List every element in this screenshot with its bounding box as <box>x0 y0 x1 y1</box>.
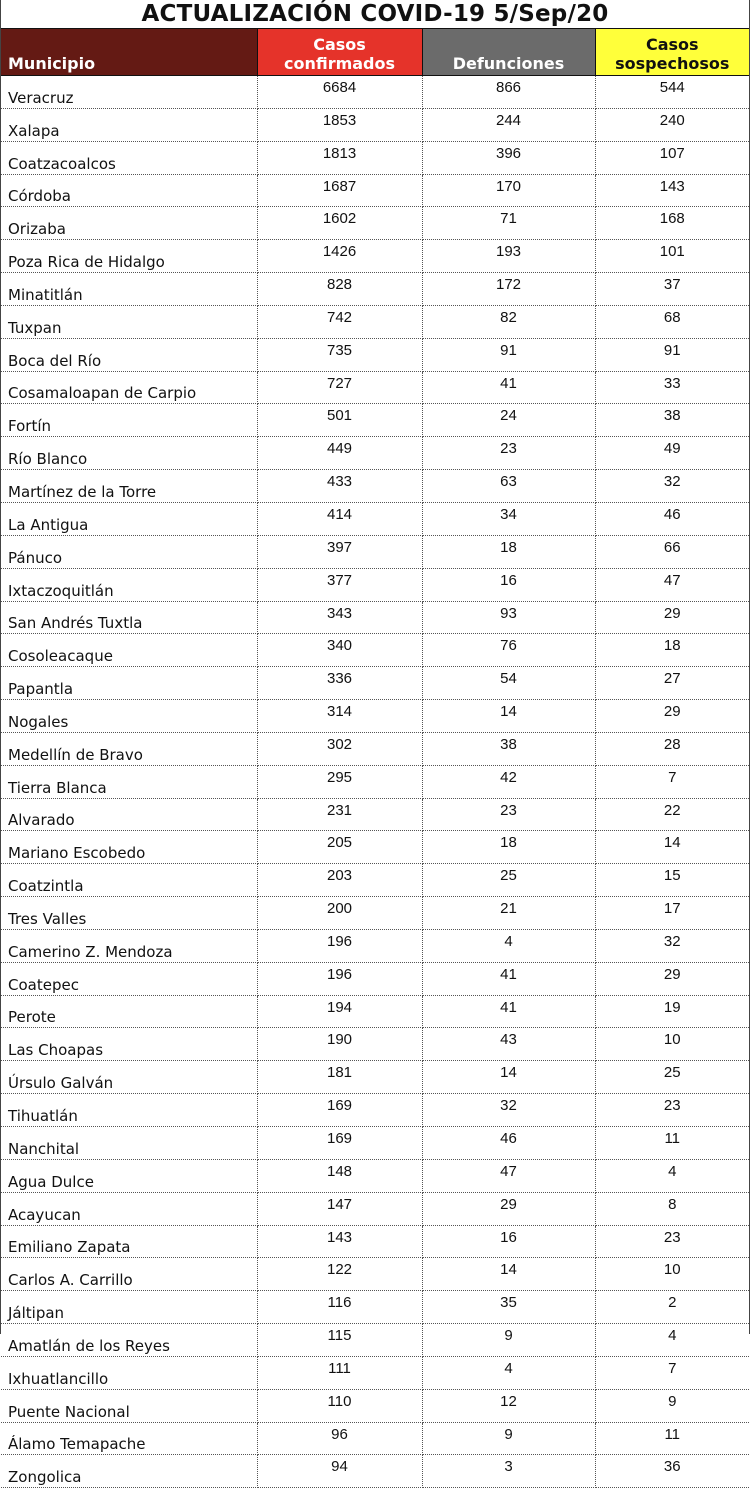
confirmados-cell: 433 <box>257 470 422 503</box>
defunciones-cell: 32 <box>422 1094 595 1127</box>
municipio-cell: Alvarado <box>1 798 257 831</box>
table-row <box>1 1291 749 1324</box>
table-row <box>1 1127 749 1160</box>
confirmados-cell: 377 <box>257 568 422 601</box>
table-row <box>1 929 749 962</box>
municipio-cell: Perote <box>1 995 257 1028</box>
defunciones-cell: 18 <box>422 535 595 568</box>
municipio-cell: Tuxpan <box>1 305 257 338</box>
sospechosos-cell: 240 <box>595 108 749 141</box>
municipios-table <box>1 28 749 1488</box>
confirmados-cell: 742 <box>257 305 422 338</box>
confirmados-cell: 1853 <box>257 108 422 141</box>
municipio-cell: Medellín de Bravo <box>1 732 257 765</box>
confirmados-cell: 727 <box>257 371 422 404</box>
sospechosos-cell: 38 <box>595 404 749 437</box>
municipio-cell: Ixhuatlancillo <box>1 1356 257 1389</box>
defunciones-cell: 16 <box>422 568 595 601</box>
municipio-cell: Nanchital <box>1 1127 257 1160</box>
defunciones-cell: 34 <box>422 502 595 535</box>
table-row <box>1 568 749 601</box>
confirmados-cell: 1813 <box>257 141 422 174</box>
table-row <box>1 1389 749 1422</box>
defunciones-cell: 46 <box>422 1127 595 1160</box>
table-body <box>1 76 749 1488</box>
defunciones-cell: 172 <box>422 273 595 306</box>
municipio-cell: Papantla <box>1 667 257 700</box>
table-row <box>1 897 749 930</box>
municipio-cell: Puente Nacional <box>1 1389 257 1422</box>
header-casos-confirmados: Casos confirmados <box>257 29 422 76</box>
table-row <box>1 1061 749 1094</box>
municipio-cell: Tihuatlán <box>1 1094 257 1127</box>
municipio-cell: San Andrés Tuxtla <box>1 601 257 634</box>
sospechosos-cell: 49 <box>595 437 749 470</box>
header-municipio: Municipio <box>1 29 257 76</box>
sospechosos-cell: 10 <box>595 1258 749 1291</box>
table-header <box>1 29 749 76</box>
confirmados-cell: 190 <box>257 1028 422 1061</box>
sospechosos-cell: 36 <box>595 1455 749 1488</box>
header-row <box>1 29 749 76</box>
sospechosos-cell: 544 <box>595 76 749 109</box>
sospechosos-cell: 19 <box>595 995 749 1028</box>
sospechosos-cell: 7 <box>595 1356 749 1389</box>
table-row <box>1 798 749 831</box>
table-row <box>1 1192 749 1225</box>
municipio-cell: Camerino Z. Mendoza <box>1 929 257 962</box>
table-row <box>1 1258 749 1291</box>
confirmados-cell: 414 <box>257 502 422 535</box>
table-row <box>1 1028 749 1061</box>
defunciones-cell: 14 <box>422 700 595 733</box>
confirmados-cell: 449 <box>257 437 422 470</box>
sospechosos-cell: 91 <box>595 338 749 371</box>
municipio-cell: Tierra Blanca <box>1 765 257 798</box>
confirmados-cell: 169 <box>257 1127 422 1160</box>
municipio-cell: Mariano Escobedo <box>1 831 257 864</box>
municipio-cell: Córdoba <box>1 174 257 207</box>
defunciones-cell: 4 <box>422 1356 595 1389</box>
confirmados-cell: 1602 <box>257 207 422 240</box>
defunciones-cell: 47 <box>422 1159 595 1192</box>
confirmados-cell: 336 <box>257 667 422 700</box>
confirmados-cell: 1426 <box>257 240 422 273</box>
sospechosos-cell: 2 <box>595 1291 749 1324</box>
confirmados-cell: 94 <box>257 1455 422 1488</box>
table-row <box>1 864 749 897</box>
municipio-cell: Fortín <box>1 404 257 437</box>
municipio-cell: Nogales <box>1 700 257 733</box>
table-row <box>1 700 749 733</box>
header-defunciones: Defunciones <box>422 29 595 76</box>
municipio-cell: Coatzintla <box>1 864 257 897</box>
confirmados-cell: 340 <box>257 634 422 667</box>
defunciones-cell: 244 <box>422 108 595 141</box>
sospechosos-cell: 29 <box>595 962 749 995</box>
sospechosos-cell: 14 <box>595 831 749 864</box>
sospechosos-cell: 23 <box>595 1094 749 1127</box>
sospechosos-cell: 11 <box>595 1127 749 1160</box>
confirmados-cell: 200 <box>257 897 422 930</box>
sospechosos-cell: 11 <box>595 1422 749 1455</box>
confirmados-cell: 203 <box>257 864 422 897</box>
defunciones-cell: 42 <box>422 765 595 798</box>
sospechosos-cell: 66 <box>595 535 749 568</box>
defunciones-cell: 9 <box>422 1324 595 1357</box>
table-row <box>1 535 749 568</box>
municipio-cell: Martínez de la Torre <box>1 470 257 503</box>
confirmados-cell: 111 <box>257 1356 422 1389</box>
sospechosos-cell: 7 <box>595 765 749 798</box>
table-row <box>1 1455 749 1488</box>
defunciones-cell: 35 <box>422 1291 595 1324</box>
confirmados-cell: 735 <box>257 338 422 371</box>
sospechosos-cell: 33 <box>595 371 749 404</box>
sospechosos-cell: 18 <box>595 634 749 667</box>
table-row <box>1 174 749 207</box>
confirmados-cell: 110 <box>257 1389 422 1422</box>
table-row <box>1 470 749 503</box>
sospechosos-cell: 15 <box>595 864 749 897</box>
defunciones-cell: 9 <box>422 1422 595 1455</box>
municipio-cell: Orizaba <box>1 207 257 240</box>
defunciones-cell: 21 <box>422 897 595 930</box>
defunciones-cell: 41 <box>422 962 595 995</box>
confirmados-cell: 501 <box>257 404 422 437</box>
sospechosos-cell: 143 <box>595 174 749 207</box>
defunciones-cell: 12 <box>422 1389 595 1422</box>
defunciones-cell: 63 <box>422 470 595 503</box>
sospechosos-cell: 32 <box>595 929 749 962</box>
table-row <box>1 1422 749 1455</box>
sospechosos-cell: 107 <box>595 141 749 174</box>
confirmados-cell: 196 <box>257 929 422 962</box>
sospechosos-cell: 37 <box>595 273 749 306</box>
table-row <box>1 1324 749 1357</box>
municipio-cell: La Antigua <box>1 502 257 535</box>
table-row <box>1 1094 749 1127</box>
defunciones-cell: 54 <box>422 667 595 700</box>
table-row <box>1 371 749 404</box>
sospechosos-cell: 168 <box>595 207 749 240</box>
defunciones-cell: 43 <box>422 1028 595 1061</box>
municipio-cell: Las Choapas <box>1 1028 257 1061</box>
municipio-cell: Ixtaczoquitlán <box>1 568 257 601</box>
table-row <box>1 108 749 141</box>
defunciones-cell: 93 <box>422 601 595 634</box>
sospechosos-cell: 101 <box>595 240 749 273</box>
confirmados-cell: 314 <box>257 700 422 733</box>
defunciones-cell: 193 <box>422 240 595 273</box>
report-title: ACTUALIZACIÓN COVID-19 5/Sep/20 <box>141 1 609 27</box>
municipio-cell: Veracruz <box>1 76 257 109</box>
sospechosos-cell: 46 <box>595 502 749 535</box>
sospechosos-cell: 47 <box>595 568 749 601</box>
table-row <box>1 667 749 700</box>
confirmados-cell: 231 <box>257 798 422 831</box>
defunciones-cell: 82 <box>422 305 595 338</box>
defunciones-cell: 14 <box>422 1061 595 1094</box>
municipio-cell: Coatepec <box>1 962 257 995</box>
municipio-cell: Minatitlán <box>1 273 257 306</box>
table-row <box>1 765 749 798</box>
table-row <box>1 634 749 667</box>
defunciones-cell: 25 <box>422 864 595 897</box>
defunciones-cell: 16 <box>422 1225 595 1258</box>
municipio-cell: Tres Valles <box>1 897 257 930</box>
municipio-cell: Álamo Temapache <box>1 1422 257 1455</box>
table-row <box>1 502 749 535</box>
confirmados-cell: 295 <box>257 765 422 798</box>
defunciones-cell: 71 <box>422 207 595 240</box>
municipio-cell: Río Blanco <box>1 437 257 470</box>
sospechosos-cell: 8 <box>595 1192 749 1225</box>
table-row <box>1 207 749 240</box>
defunciones-cell: 3 <box>422 1455 595 1488</box>
table-row <box>1 404 749 437</box>
defunciones-cell: 41 <box>422 995 595 1028</box>
municipio-cell: Acayucan <box>1 1192 257 1225</box>
defunciones-cell: 866 <box>422 76 595 109</box>
confirmados-cell: 181 <box>257 1061 422 1094</box>
header-casos-sospechosos: Casos sospechosos <box>595 29 749 76</box>
table-row <box>1 437 749 470</box>
confirmados-cell: 96 <box>257 1422 422 1455</box>
table-row <box>1 831 749 864</box>
table-row <box>1 962 749 995</box>
sospechosos-cell: 29 <box>595 700 749 733</box>
confirmados-cell: 148 <box>257 1159 422 1192</box>
defunciones-cell: 14 <box>422 1258 595 1291</box>
table-row <box>1 1159 749 1192</box>
confirmados-cell: 6684 <box>257 76 422 109</box>
confirmados-cell: 196 <box>257 962 422 995</box>
table-row <box>1 273 749 306</box>
table-row <box>1 1225 749 1258</box>
sospechosos-cell: 68 <box>595 305 749 338</box>
confirmados-cell: 194 <box>257 995 422 1028</box>
municipio-cell: Boca del Río <box>1 338 257 371</box>
table-row <box>1 732 749 765</box>
sospechosos-cell: 32 <box>595 470 749 503</box>
confirmados-cell: 115 <box>257 1324 422 1357</box>
sospechosos-cell: 4 <box>595 1159 749 1192</box>
municipio-cell: Coatzacoalcos <box>1 141 257 174</box>
sospechosos-cell: 25 <box>595 1061 749 1094</box>
table-row <box>1 305 749 338</box>
defunciones-cell: 23 <box>422 437 595 470</box>
municipio-cell: Amatlán de los Reyes <box>1 1324 257 1357</box>
table-row <box>1 240 749 273</box>
confirmados-cell: 1687 <box>257 174 422 207</box>
defunciones-cell: 41 <box>422 371 595 404</box>
confirmados-cell: 397 <box>257 535 422 568</box>
confirmados-cell: 147 <box>257 1192 422 1225</box>
confirmados-cell: 122 <box>257 1258 422 1291</box>
defunciones-cell: 24 <box>422 404 595 437</box>
confirmados-cell: 205 <box>257 831 422 864</box>
table-row <box>1 601 749 634</box>
defunciones-cell: 23 <box>422 798 595 831</box>
municipio-cell: Agua Dulce <box>1 1159 257 1192</box>
municipio-cell: Poza Rica de Hidalgo <box>1 240 257 273</box>
defunciones-cell: 91 <box>422 338 595 371</box>
confirmados-cell: 343 <box>257 601 422 634</box>
defunciones-cell: 396 <box>422 141 595 174</box>
table-row <box>1 141 749 174</box>
sospechosos-cell: 4 <box>595 1324 749 1357</box>
table-row <box>1 338 749 371</box>
confirmados-cell: 143 <box>257 1225 422 1258</box>
sospechosos-cell: 27 <box>595 667 749 700</box>
sospechosos-cell: 29 <box>595 601 749 634</box>
sospechosos-cell: 23 <box>595 1225 749 1258</box>
sospechosos-cell: 10 <box>595 1028 749 1061</box>
confirmados-cell: 302 <box>257 732 422 765</box>
sospechosos-cell: 9 <box>595 1389 749 1422</box>
municipio-cell: Cosamaloapan de Carpio <box>1 371 257 404</box>
defunciones-cell: 170 <box>422 174 595 207</box>
defunciones-cell: 76 <box>422 634 595 667</box>
municipio-cell: Pánuco <box>1 535 257 568</box>
sospechosos-cell: 17 <box>595 897 749 930</box>
defunciones-cell: 38 <box>422 732 595 765</box>
municipio-cell: Emiliano Zapata <box>1 1225 257 1258</box>
sospechosos-cell: 22 <box>595 798 749 831</box>
table-row <box>1 995 749 1028</box>
defunciones-cell: 4 <box>422 929 595 962</box>
confirmados-cell: 828 <box>257 273 422 306</box>
confirmados-cell: 116 <box>257 1291 422 1324</box>
municipio-cell: Úrsulo Galván <box>1 1061 257 1094</box>
defunciones-cell: 29 <box>422 1192 595 1225</box>
table-row <box>1 1356 749 1389</box>
municipio-cell: Zongolica <box>1 1455 257 1488</box>
confirmados-cell: 169 <box>257 1094 422 1127</box>
municipio-cell: Carlos A. Carrillo <box>1 1258 257 1291</box>
table-row <box>1 76 749 109</box>
sospechosos-cell: 28 <box>595 732 749 765</box>
defunciones-cell: 18 <box>422 831 595 864</box>
municipio-cell: Cosoleacaque <box>1 634 257 667</box>
municipio-cell: Xalapa <box>1 108 257 141</box>
municipio-cell: Jáltipan <box>1 1291 257 1324</box>
